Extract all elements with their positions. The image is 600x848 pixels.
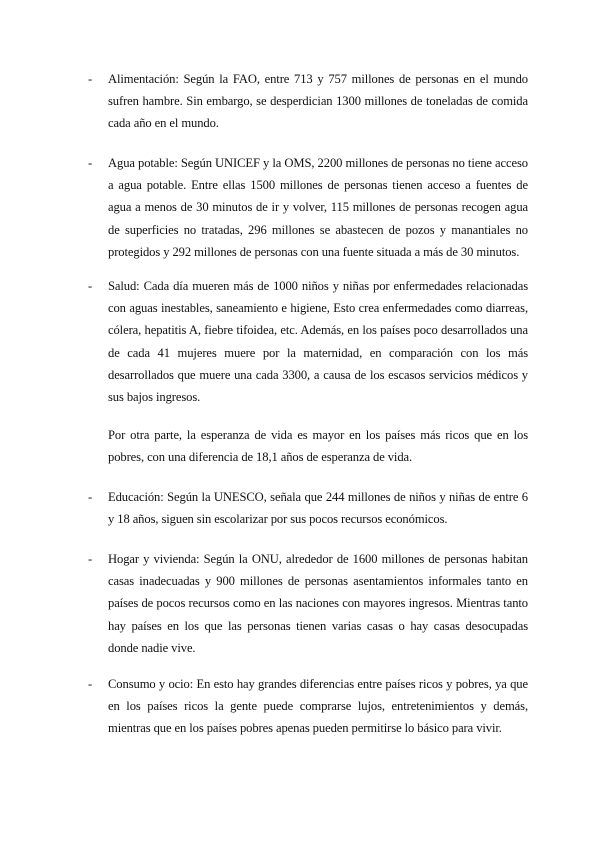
list-item-health — [88, 275, 528, 408]
bullet-dash: - — [88, 279, 93, 293]
food-text: Alimentación: Según la FAO, entre 713 y 757 millones de personas en el mundo sufren hambre. Sin embargo, se desperdician 1300 millones de toneladas de comida cada año en el mundo. — [108, 72, 528, 131]
education-text: Educación: Según la UNESCO, señala que 244 millones de niños y niñas de entre 6 y 18 años, siguen sin escolarizar por sus pocos recursos económicos. — [108, 490, 528, 527]
list-item-leisure — [88, 673, 528, 740]
list-item-water — [88, 152, 528, 263]
bullet-dash: - — [88, 156, 93, 170]
health-text: Salud: Cada día mueren más de 1000 niños y niñas por enfermedades relacionadas con aguas inestables, saneamiento e higiene, Esto crea enfermedades como diarreas, cólera, hepatitis A, fiebre tifoidea, etc. Además, en los países poco desarrollados una de cada 41 mujeres muere por la maternidad, en comparación con los más desarrollados que muere una cada 3300, a causa de los escasos servicios médicos y sus bajos ingresos. — [108, 279, 528, 405]
health-followup-paragraph: Por otra parte, la esperanza de vida es mayor en los países más ricos que en los pobres, con una diferencia de 18,1 años de esperanza de vida. — [108, 428, 528, 465]
bullet-dash: - — [88, 677, 93, 691]
list-item-education — [88, 486, 528, 530]
bullet-dash: - — [88, 552, 93, 566]
water-text: Agua potable: Según UNICEF y la OMS, 2200 millones de personas no tiene acceso a agua potable. Entre ellas 1500 millones de personas tienen acceso a fuentes de agua a menos de 30 minutos de ir y volver, 115 millones de personas recogen agua de superficies no tratadas, 296 millones se abastecen de pozos y manantiales no protegidos y 292 millones de personas con una fuente situada a más de 30 minutos. — [108, 156, 528, 259]
list-item-housing — [88, 548, 528, 659]
bullet-dash: - — [88, 72, 93, 86]
leisure-text: Consumo y ocio: En esto hay grandes diferencias entre países ricos y pobres, ya que en los países ricos la gente puede comprarse lujos, entretenimientos y demás, mientras que en los países pobres apenas pueden permitirse lo básico para vivir. — [108, 677, 528, 736]
bullet-dash: - — [88, 490, 93, 504]
housing-text: Hogar y vivienda: Según la ONU, alrededor de 1600 millones de personas habitan casas inadecuadas y 900 millones de personas asentamientos informales tanto en países de pocos recursos como en las naciones con mayores ingresos. Mientras tanto hay países en los que las personas tienen varias casas o hay casas desocupadas donde nadie vive. — [108, 552, 528, 655]
list-item-food — [88, 68, 528, 135]
